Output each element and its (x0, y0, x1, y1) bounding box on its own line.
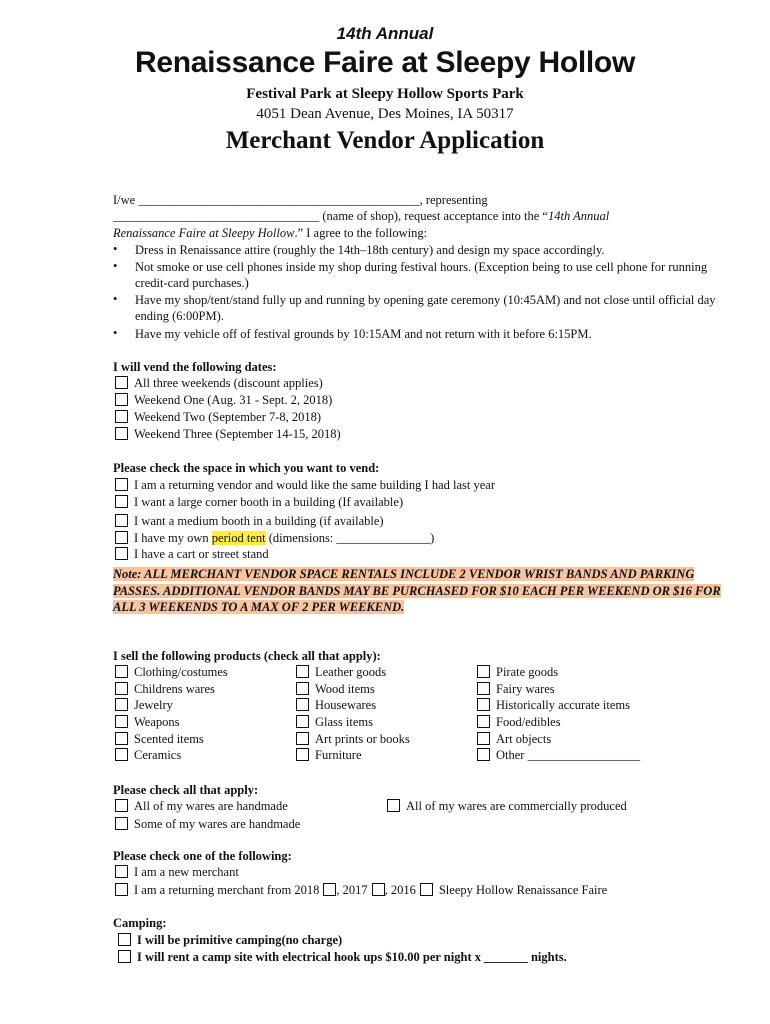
option-label: Weekend One (Aug. 31 - Sept. 2, 2018) (134, 393, 333, 407)
event-title: Renaissance Faire at Sleepy Hollow (134, 46, 635, 79)
checkbox[interactable] (477, 665, 490, 678)
space-option[interactable] (115, 514, 384, 529)
product-option[interactable] (477, 732, 551, 747)
rule-item: Not smoke or use cell phones inside my shop during festival hours. (Exception being to use cell phone for running credit-card purchases.) (135, 260, 708, 290)
dates-heading: I will vend the following dates: (113, 360, 277, 374)
date-option[interactable] (115, 376, 323, 391)
option-label: I am a new merchant (134, 865, 239, 879)
option-label: Historically accurate items (496, 698, 630, 712)
venue-name: Festival Park at Sleepy Hollow Sports Park (246, 86, 524, 102)
option-label: All of my wares are commercially produced (406, 799, 627, 813)
option-label: Art objects (496, 732, 552, 746)
product-option[interactable] (115, 665, 228, 680)
space-option-tent[interactable] (115, 531, 434, 546)
option-label: Weekend Two (September 7-8, 2018) (134, 410, 322, 424)
date-option[interactable] (115, 393, 332, 408)
checkbox[interactable] (296, 665, 309, 678)
checkbox-2018[interactable] (323, 883, 336, 896)
product-option[interactable] (477, 682, 555, 697)
intro-line-3 (113, 226, 427, 241)
intro-text: .” I agree to the following: (294, 226, 428, 240)
checkbox[interactable] (115, 427, 128, 440)
camping-heading: Camping: (113, 916, 167, 930)
product-option[interactable] (115, 732, 204, 747)
annual-label: 14th Annual (336, 24, 434, 43)
products-heading: I sell the following products (check all that apply): (113, 649, 381, 663)
checkbox[interactable] (115, 748, 128, 761)
product-option[interactable] (115, 715, 180, 730)
checkbox[interactable] (115, 682, 128, 695)
bullet: • (113, 326, 118, 340)
option-label: Weapons (134, 715, 180, 729)
space-option[interactable] (115, 547, 269, 562)
option-label: Art prints or books (315, 732, 410, 746)
checkbox[interactable] (296, 715, 309, 728)
option-label: I want a large corner booth in a building (If available) (134, 495, 404, 509)
option-label: I will rent a camp site with electrical hook ups $10.00 per night x _______ nights. (137, 950, 567, 964)
option-label: Clothing/costumes (134, 665, 228, 679)
rule-item: Have my shop/tent/stand fully up and running by opening gate ceremony (10:45AM) and not close until official day ending (6:00PM). (135, 293, 716, 323)
product-option[interactable] (296, 732, 410, 747)
date-option[interactable] (115, 427, 341, 442)
checkbox[interactable] (477, 748, 490, 761)
form-title: Merchant Vendor Application (225, 127, 545, 154)
checkbox[interactable] (115, 883, 128, 896)
product-option[interactable] (115, 682, 215, 697)
checkbox[interactable] (477, 715, 490, 728)
option-label: Glass items (315, 715, 373, 729)
option-label: Food/edibles (496, 715, 561, 729)
intro-italic: Renaissance Faire at Sleepy Hollow (113, 226, 295, 240)
option-label: Pirate goods (496, 665, 559, 679)
option-label: Furniture (315, 748, 362, 762)
bullet: • (113, 292, 118, 306)
wares-option[interactable] (387, 799, 627, 814)
option-label: All of my wares are handmade (134, 799, 288, 813)
option-label: Housewares (315, 698, 377, 712)
merchant-heading: Please check one of the following: (113, 849, 292, 863)
checkbox[interactable] (118, 933, 131, 946)
checkbox[interactable] (115, 495, 128, 508)
option-label: , 2016 (384, 883, 416, 897)
option-label: Sleepy Hollow Renaissance Faire (438, 883, 608, 897)
product-option[interactable] (115, 698, 173, 713)
checkbox[interactable] (115, 393, 128, 406)
checkbox[interactable] (387, 799, 400, 812)
checkbox[interactable] (115, 715, 128, 728)
option-label: I have my own (134, 531, 212, 545)
space-option[interactable] (115, 478, 495, 493)
bullet: • (113, 242, 118, 256)
checkbox[interactable] (115, 799, 128, 812)
option-label: Childrens wares (134, 682, 215, 696)
space-option[interactable] (115, 495, 403, 510)
checkbox-2017[interactable] (372, 883, 385, 896)
checkbox[interactable] (115, 478, 128, 491)
camping-option-primitive[interactable] (118, 933, 342, 948)
checkbox[interactable] (115, 410, 128, 423)
option-label: I have a cart or street stand (134, 547, 269, 561)
product-option[interactable] (296, 748, 362, 763)
checkbox[interactable] (296, 732, 309, 745)
option-label: I am a returning vendor and would like the same building I had last year (134, 478, 496, 492)
intro-italic: 14th Annual (547, 209, 610, 223)
checkbox[interactable] (115, 531, 128, 544)
option-label: Weekend Three (September 14-15, 2018) (134, 427, 341, 441)
option-label: I am a returning merchant from 2018 (134, 883, 320, 897)
rule-item: Dress in Renaissance attire (roughly the 14th–18th century) and design my space accordingly. (135, 243, 605, 257)
rule-item: Have my vehicle off of festival grounds by 10:15AM and not return with it before 6:15PM. (135, 327, 592, 341)
product-option[interactable] (296, 665, 386, 680)
option-label: Fairy wares (496, 682, 555, 696)
product-option[interactable] (296, 698, 376, 713)
product-option[interactable] (477, 665, 558, 680)
wares-heading: Please check all that apply: (113, 783, 259, 797)
merchant-option-new[interactable] (115, 865, 239, 880)
checkbox[interactable] (115, 698, 128, 711)
option-label: Other __________________ (496, 748, 641, 762)
option-label: , 2017 (336, 883, 368, 897)
product-option[interactable] (296, 715, 373, 730)
bullet: • (113, 259, 118, 273)
product-option-other[interactable] (477, 748, 640, 763)
intro-line-2 (113, 209, 609, 224)
checkbox[interactable] (118, 950, 131, 963)
camping-option-electric[interactable] (118, 950, 567, 965)
intro-text: _________________________________ (name of shop), request acceptance into the “ (113, 209, 548, 223)
checkbox[interactable] (115, 865, 128, 878)
checkbox[interactable] (477, 698, 490, 711)
option-label: Leather goods (315, 665, 387, 679)
option-label: Ceramics (134, 748, 182, 762)
checkbox[interactable] (115, 665, 128, 678)
option-label: Jewelry (134, 698, 173, 712)
option-label: (dimensions: _______________) (265, 531, 435, 545)
checkbox[interactable] (115, 514, 128, 527)
checkbox[interactable] (115, 376, 128, 389)
wares-option[interactable] (115, 817, 300, 832)
product-option[interactable] (115, 748, 181, 763)
option-label: I want a medium booth in a building (if available) (134, 514, 384, 528)
option-label: I will be primitive camping(no charge) (137, 933, 343, 947)
checkbox[interactable] (296, 748, 309, 761)
product-option[interactable] (296, 682, 375, 697)
checkbox[interactable] (477, 732, 490, 745)
product-option[interactable] (477, 698, 630, 713)
venue-address: 4051 Dean Avenue, Des Moines, IA 50317 (256, 106, 514, 122)
checkbox-2016[interactable] (420, 883, 433, 896)
checkbox[interactable] (115, 732, 128, 745)
date-option[interactable] (115, 410, 321, 425)
merchant-option-returning[interactable] (115, 883, 607, 898)
checkbox[interactable] (296, 698, 309, 711)
checkbox[interactable] (296, 682, 309, 695)
option-label: Wood items (315, 682, 375, 696)
intro-line-1: I/we _____________________________________________, representing (113, 193, 488, 207)
option-label: All three weekends (discount applies) (134, 376, 323, 390)
space-heading: Please check the space in which you want to vend: (113, 461, 380, 475)
product-option[interactable] (477, 715, 561, 730)
wares-option[interactable] (115, 799, 288, 814)
highlighted-text: period tent (211, 531, 266, 545)
note-text: Note: ALL MERCHANT VENDOR SPACE RENTALS INCLUDE 2 VENDOR WRIST BANDS AND PARKING PASSES. ADDITIONAL VENDOR BANDS MAY BE PURCHASED FOR $10 EACH PER WEEKEND OR $16 FOR ALL 3 WEEKENDS TO A MAX OF 2 PER WEEKEND. (113, 567, 721, 614)
checkbox[interactable] (115, 547, 128, 560)
checkbox[interactable] (477, 682, 490, 695)
option-label: Some of my wares are handmade (134, 817, 301, 831)
wristband-note (113, 566, 725, 616)
checkbox[interactable] (115, 817, 128, 830)
option-label: Scented items (134, 732, 204, 746)
